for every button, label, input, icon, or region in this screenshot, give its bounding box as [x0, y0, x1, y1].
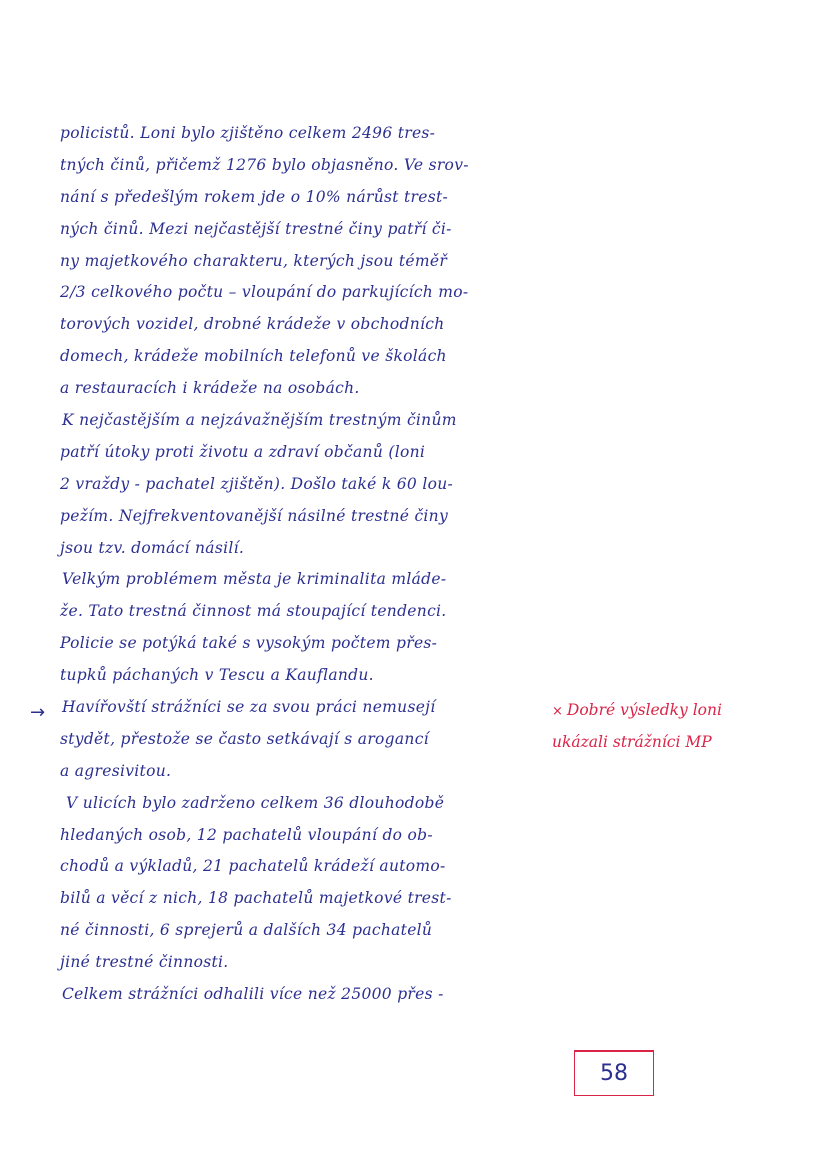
- text-line: a agresivitou.: [60, 761, 172, 780]
- text-line: Velkým problémem města je kriminalita mláde-: [62, 570, 447, 589]
- text-line: patří útoky proti životu a zdraví občanů (loni: [60, 442, 426, 461]
- text-line: Havířovští strážníci se za svou práci nemusejí: [62, 698, 436, 717]
- text-line: policistů. Loni bylo zjištěno celkem 2496 tres-: [60, 124, 436, 142]
- margin-note-text: Dobré výsledky loni: [566, 701, 722, 719]
- text-line: tupků páchaných v Tescu a Kauflandu.: [60, 666, 374, 685]
- text-line: jsou tzv. domácí násilí.: [60, 538, 245, 557]
- margin-arrow-icon: →: [30, 702, 46, 723]
- text-line: hledaných osob, 12 pachatelů vloupání do ob-: [60, 825, 433, 844]
- text-line: ny majetkového charakteru, kterých jsou téměř: [60, 251, 448, 270]
- page-number-box: [574, 1051, 654, 1096]
- text-line: né činnosti, 6 sprejerů a dalších 34 pachatelů: [60, 921, 433, 940]
- margin-note-line: [552, 694, 802, 726]
- text-line: bilů a věcí z nich, 18 pachatelů majetkové trest-: [60, 889, 452, 908]
- text-line: V ulicích bylo zadrženo celkem 36 dlouhodobě: [66, 793, 445, 812]
- margin-note: [552, 694, 802, 758]
- text-line: pežím. Nejfrekventovanější násilné trestné činy: [60, 506, 449, 525]
- page-number: 58: [600, 1061, 628, 1086]
- handwritten-text-block: [60, 118, 560, 1011]
- note-star-icon: ×: [552, 704, 563, 719]
- text-line: torových vozidel, drobné krádeže v obchodních: [60, 315, 445, 334]
- text-line: domech, krádeže mobilních telefonů ve školách: [60, 347, 447, 366]
- text-line: Policie se potýká také s vysokým počtem přes-: [60, 634, 438, 653]
- text-line: a restauracích i krádeže na osobách.: [60, 379, 360, 398]
- text-line: 2/3 celkového počtu – vloupání do parkujících mo-: [60, 283, 469, 302]
- text-line: 2 vraždy - pachatel zjištěn). Došlo také k 60 lou-: [60, 474, 454, 493]
- text-line: Celkem strážníci odhalili více než 25000 přes -: [62, 985, 444, 1004]
- text-line: jiné trestné činnosti.: [60, 953, 229, 972]
- text-line: stydět, přestože se často setkávají s arogancí: [60, 729, 429, 748]
- margin-note-line: ukázali strážníci MP: [552, 733, 712, 751]
- text-line: chodů a výkladů, 21 pachatelů krádeží automo-: [60, 857, 446, 876]
- text-line: ných činů. Mezi nejčastější trestné činy patří či-: [60, 219, 452, 238]
- text-line: K nejčastějším a nejzávažnějším trestným činům: [62, 411, 457, 430]
- text-line: že. Tato trestná činnost má stoupající tendenci.: [60, 602, 447, 621]
- text-line: tných činů, přičemž 1276 bylo objasněno. Ve srov-: [60, 155, 469, 174]
- text-line: nání s předešlým rokem jde o 10% nárůst trest-: [60, 187, 449, 206]
